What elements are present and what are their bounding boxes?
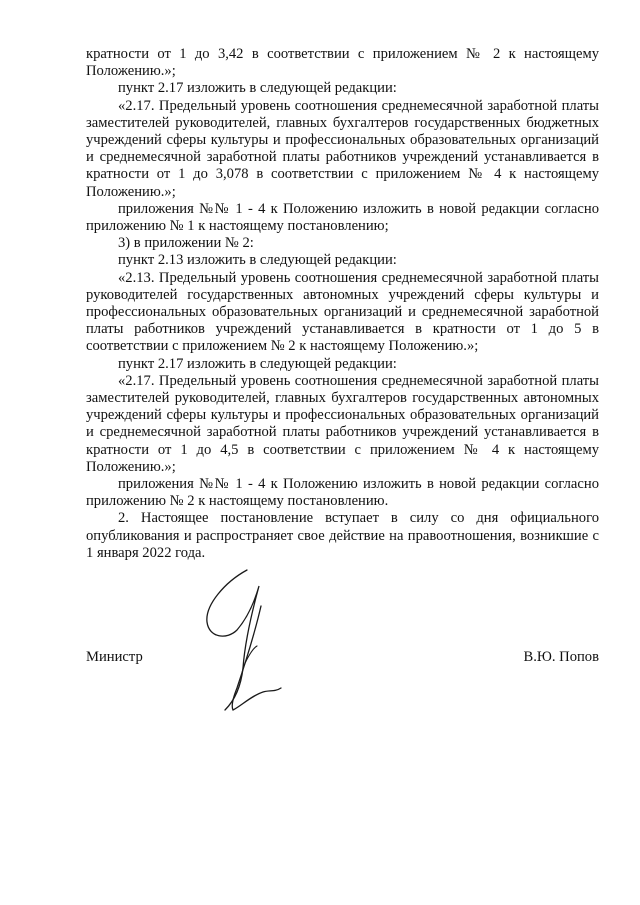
paragraph-2: пункт 2.17 изложить в следующей редакции: [118,80,397,97]
signatory-name: В.Ю. Попов [523,649,599,665]
paragraph-9: «2.17. Предельный уровень соотношения среднемесячной заработной платы заместителей руководителей, главных бухгалтеров государственных автономных учреждений сферы культуры и профессиональных образовательных организаций и среднемесячной заработной платы работников учреждений устанавливается в кратности от 1 до 4,5 в соответствии с приложением № 4 к настоящему Положению.»; [86,372,599,475]
paragraph-8: пункт 2.17 изложить в следующей редакции: [118,355,397,372]
paragraph-11: 2. Настоящее постановление вступает в силу со дня официального опубликования и распространяет свое действие на правоотношения, возникшие с 1 января 2022 года. [86,510,599,561]
paragraph-5: 3) в приложении № 2: [118,235,254,252]
paragraph-7: «2.13. Предельный уровень соотношения среднемесячной заработной платы руководителей государственных автономных учреждений сферы культуры и профессиональных образовательных организаций и среднемесячной заработной платы работников учреждений устанавливается в кратности от 1 до 5 в соответствии с приложением № 2 к настоящему Положению.»; [86,269,599,355]
paragraph-1: кратности от 1 до 3,42 в соответствии с приложением № 2 к настоящему Положению.»; [86,46,599,80]
document-body [86,46,599,562]
paragraph-3: «2.17. Предельный уровень соотношения среднемесячной заработной платы заместителей руководителей, главных бухгалтеров государственных бюджетных учреждений сферы культуры и профессиональных образовательных организаций и среднемесячной заработной платы работников учреждений устанавливается в кратности от 1 до 3,078 в соответствии с приложением № 4 к настоящему Положению.»; [86,97,599,200]
paragraph-10: приложения №№ 1 - 4 к Положению изложить в новой редакции согласно приложению № 2 к настоящему постановлению. [86,476,599,510]
paragraph-4: приложения №№ 1 - 4 к Положению изложить в новой редакции согласно приложению № 1 к настоящему постановлению; [86,200,599,235]
handwritten-signature [185,560,305,720]
signatory-title: Министр [86,649,143,665]
paragraph-6: пункт 2.13 изложить в следующей редакции: [118,252,397,269]
